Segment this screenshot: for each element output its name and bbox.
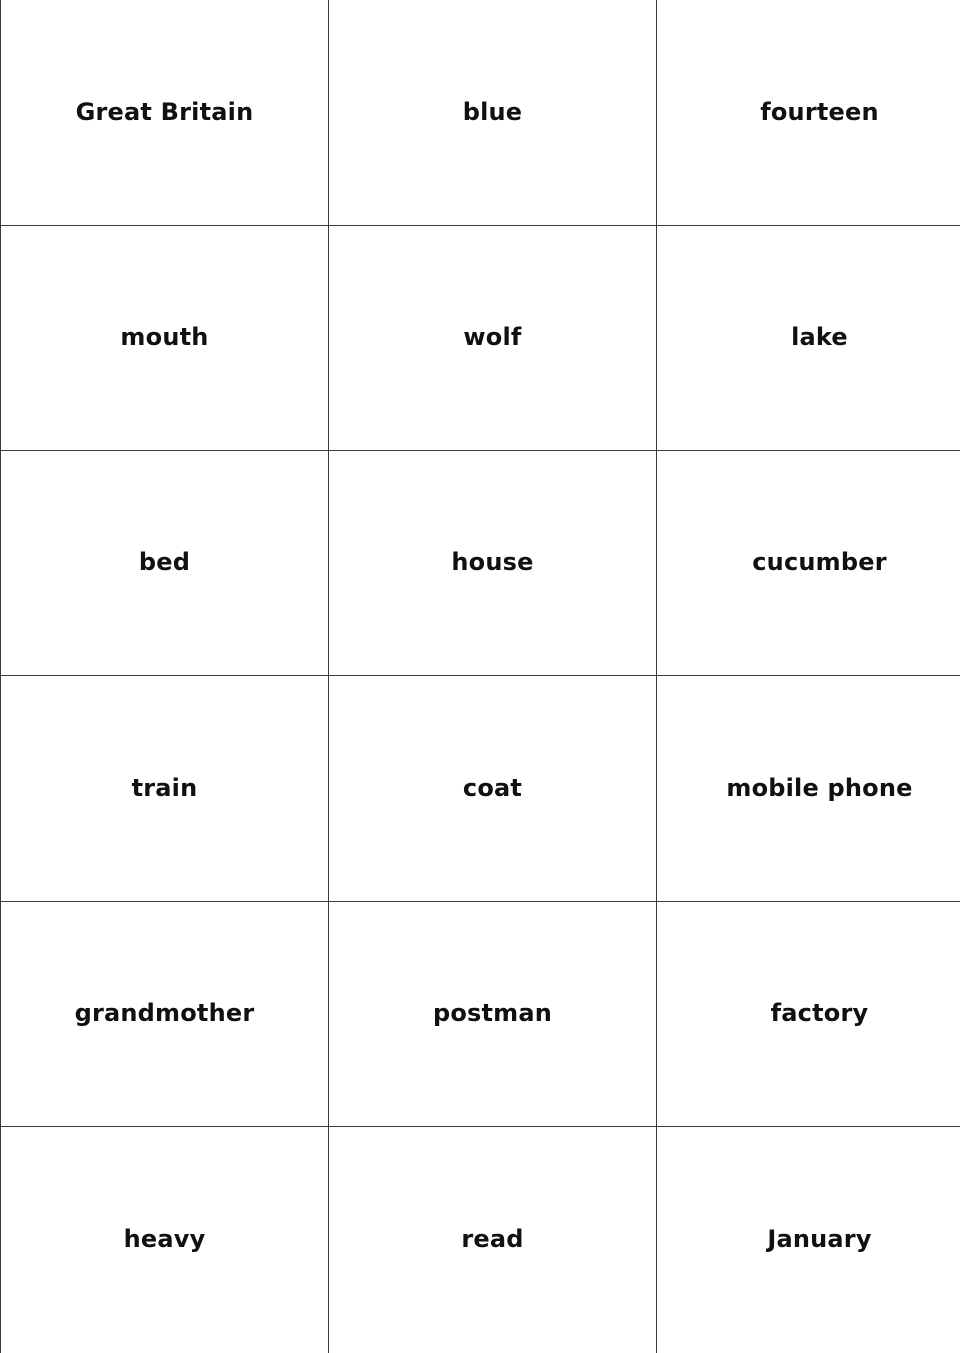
- card-word: Great Britain: [75, 97, 254, 126]
- word-card: [329, 0, 657, 226]
- word-card: [657, 902, 960, 1127]
- card-word: postman: [432, 999, 553, 1027]
- card-word: mobile phone: [726, 773, 913, 802]
- card-word: grandmother: [74, 999, 255, 1027]
- word-card: [657, 1127, 960, 1353]
- word-card: [657, 0, 960, 226]
- word-card: [329, 676, 657, 902]
- card-word: coat: [462, 773, 523, 802]
- card-word: wolf: [463, 323, 522, 351]
- word-card: [329, 226, 657, 451]
- card-word: cucumber: [752, 548, 887, 576]
- word-card: [0, 0, 329, 226]
- word-card: [0, 226, 329, 451]
- word-card: [0, 676, 329, 902]
- card-word: house: [451, 548, 534, 576]
- word-card: [657, 676, 960, 902]
- word-card: [0, 1127, 329, 1353]
- card-word: factory: [770, 999, 869, 1027]
- card-word: train: [131, 773, 198, 802]
- word-card: [0, 902, 329, 1127]
- word-card: [657, 451, 960, 676]
- word-card: [329, 451, 657, 676]
- card-word: bed: [138, 548, 191, 576]
- card-word: mouth: [120, 323, 209, 351]
- card-word: read: [461, 1225, 524, 1253]
- card-word: lake: [791, 323, 848, 351]
- word-card: [329, 902, 657, 1127]
- word-card: [329, 1127, 657, 1353]
- word-card: [0, 451, 329, 676]
- card-word: heavy: [123, 1225, 206, 1253]
- card-word: blue: [462, 97, 523, 126]
- card-word: January: [767, 1225, 872, 1253]
- card-word: fourteen: [760, 97, 879, 126]
- word-card: [657, 226, 960, 451]
